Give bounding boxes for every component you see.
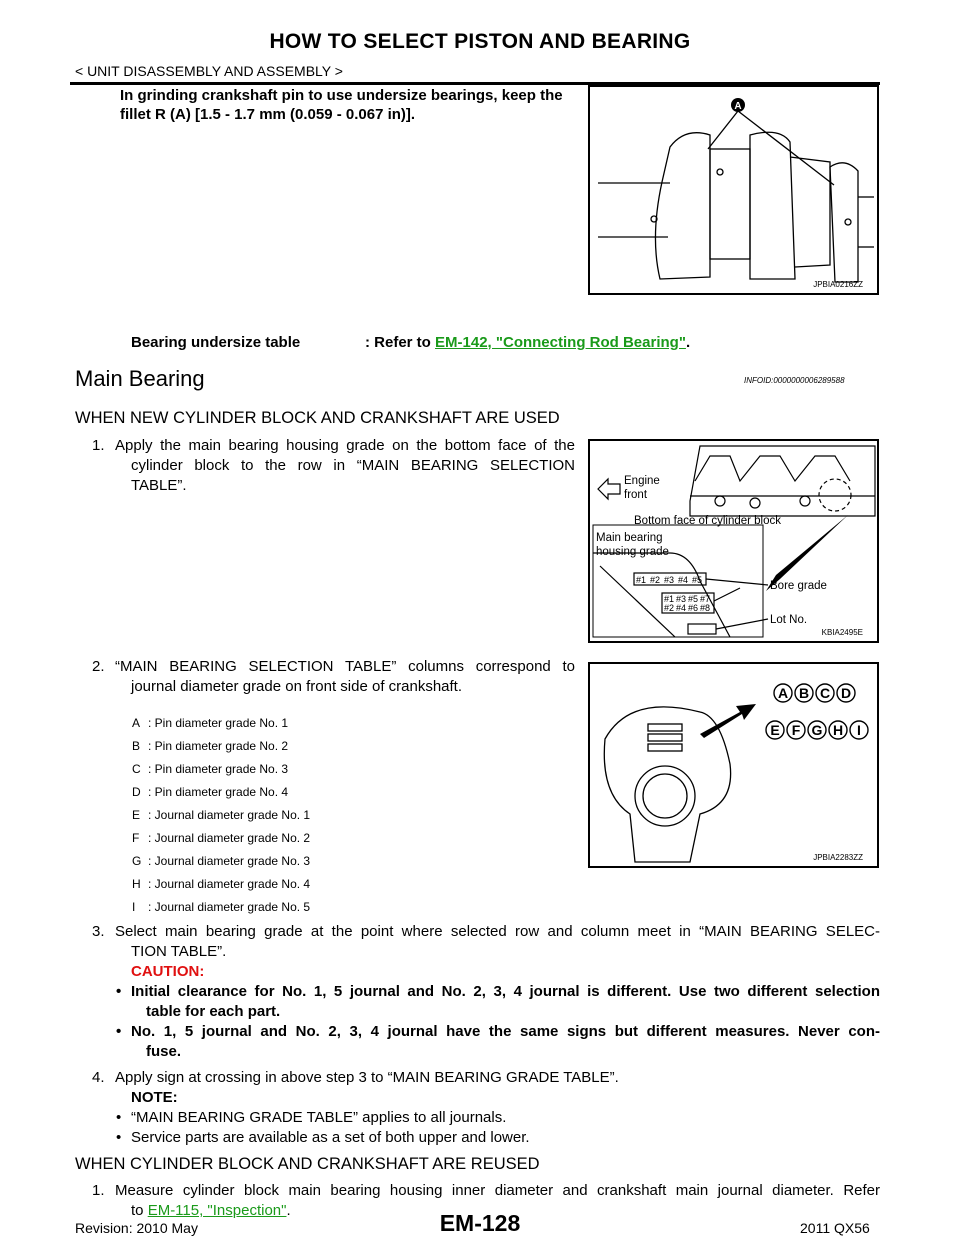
legend-text: : Pin diameter grade No. 3 [148,762,289,776]
legend-text: : Journal diameter grade No. 4 [148,877,311,891]
journal-grade-letter: G [811,722,823,738]
legend-text: : Journal diameter grade No. 5 [148,900,311,914]
housing-grade-4: #4 [678,575,689,585]
engine-front-label-1: Engine [624,475,660,487]
subsection-title-new: WHEN NEW CYLINDER BLOCK AND CRANKSHAFT ARE USED [75,409,560,427]
step1-line-1: Apply the main bearing housing grade on the bottom face of the [115,437,575,454]
intro-line-1: In grinding crankshaft pin to use undersize bearings, keep the [120,87,563,104]
pin-grade-letters [774,684,855,702]
housing-grade-5: #5 [692,575,703,585]
legend-text: : Pin diameter grade No. 1 [148,716,289,730]
page-subtitle: < UNIT DISASSEMBLY AND ASSEMBLY > [75,63,343,79]
figure-id: JPBIA0216ZZ [813,280,863,289]
journal-grade-letter: E [770,722,780,738]
undersize-refer-text: : Refer to [365,334,436,351]
housing-grade-label-1: Main bearing [596,532,663,544]
figure-id: KBIA2495E [821,628,863,637]
housing-grade-3: #3 [664,575,675,585]
bore-grade-4: #4 [676,603,687,613]
legend-row [132,762,288,776]
section-title: Main Bearing [75,366,205,391]
undersize-end: . [685,334,691,351]
caution-label: CAUTION: [131,963,205,980]
housing-grade-2: #2 [650,575,661,585]
undersize-label: Bearing undersize table [131,334,301,351]
bore-grade-1: #1 [664,594,675,604]
crankshaft-drawing [590,87,877,293]
caution-bullet-2a: No. 1, 5 journal and No. 2, 3, 4 journal have the same signs but different measures. Never con- [131,1023,880,1040]
cylinder-block-figure [588,439,879,643]
step2-line-2: journal diameter grade on front side of crankshaft. [131,678,463,695]
legend-text: : Journal diameter grade No. 2 [148,831,311,845]
page-title: HOW TO SELECT PISTON AND BEARING [269,30,691,53]
legend-row [132,877,310,891]
bore-grade-5: #5 [688,594,699,604]
legend-key: E [132,808,141,822]
journal-grade-letters [766,721,868,739]
step3-line-1: Select main bearing grade at the point where selected row and column meet in “MAIN BEARING SELEC- [115,923,880,940]
legend-key: D [132,785,141,799]
pin-grade-letter: D [840,685,852,701]
legend-row [132,831,310,845]
legend-row [132,739,288,753]
reused-step1-prefix: to [131,1202,148,1219]
cylinder-block-drawing [590,441,877,641]
bore-grade-3: #3 [676,594,687,604]
callout-a: A [734,101,742,112]
step2-number: 2. [92,658,105,675]
bore-grade-8: #8 [700,603,711,613]
bottom-face-label: Bottom face of cylinder block [634,515,782,527]
legend-key: C [132,762,141,776]
step3-line-2: TION TABLE”. [131,943,227,960]
lot-no-label: Lot No. [770,614,808,626]
step4-line-1: Apply sign at crossing in above step 3 to “MAIN BEARING GRADE TABLE”. [115,1069,619,1086]
housing-grade-1: #1 [636,575,647,585]
legend-key: G [132,854,142,868]
crankshaft-front-figure [588,662,879,868]
reused-step1-number: 1. [92,1182,105,1199]
bullet-icon: • [116,1129,122,1146]
reused-step1-line-1: Measure cylinder block main bearing housing inner diameter and crankshaft main journal diameter. Refer [115,1182,880,1199]
step1-number: 1. [92,437,105,454]
journal-grade-letter: F [791,722,801,738]
caution-bullet-1b: table for each part. [146,1003,281,1020]
footer-revision: Revision: 2010 May [75,1220,198,1236]
reused-step1-end: . [286,1202,291,1219]
journal-grade-letter: I [857,722,861,738]
legend-key: H [132,877,141,891]
pin-grade-letter: A [777,685,789,701]
step3-number: 3. [92,923,105,940]
legend-text: : Pin diameter grade No. 2 [148,739,289,753]
legend-key: F [132,831,140,845]
legend-key: I [132,900,136,914]
legend-text: : Journal diameter grade No. 3 [148,854,311,868]
step1-line-2: cylinder block to the row in “MAIN BEARING SELECTION [131,457,575,474]
bore-grade-2: #2 [664,603,675,613]
bore-grade-label: Bore grade [770,580,827,592]
caution-bullet-2b: fuse. [146,1043,182,1060]
crankshaft-front-drawing [590,664,877,866]
bullet-icon: • [116,1023,122,1040]
inspection-link[interactable]: EM-115, "Inspection" [147,1202,287,1219]
footer-page-number: EM-128 [439,1210,521,1236]
subsection-title-reused: WHEN CYLINDER BLOCK AND CRANKSHAFT ARE REUSED [75,1155,540,1173]
journal-grade-letter: H [832,722,844,738]
legend-key: A [132,716,141,730]
footer-model: 2011 QX56 [800,1220,870,1236]
undersize-reference [365,333,690,353]
intro-line-2: fillet R (A) [1.5 - 1.7 mm (0.059 - 0.067 in)]. [120,106,416,123]
legend-row [132,808,310,822]
housing-grade-label-2: housing grade [596,546,669,558]
pin-grade-letter: C [819,685,831,701]
note-bullet-1: “MAIN BEARING GRADE TABLE” applies to all journals. [131,1109,507,1126]
bullet-icon: • [116,983,122,1000]
legend-row [132,854,310,868]
legend-text: : Pin diameter grade No. 4 [148,785,289,799]
bore-grade-7: #7 [700,594,711,604]
note-label: NOTE: [131,1089,178,1106]
step4-number: 4. [92,1069,105,1086]
legend-row [132,900,310,914]
figure-id: JPBIA2283ZZ [813,853,863,862]
engine-front-label-2: front [624,489,648,501]
caution-bullet-1a: Initial clearance for No. 1, 5 journal and No. 2, 3, 4 journal is different. Use two different selection [131,983,880,1000]
step2-line-1: “MAIN BEARING SELECTION TABLE” columns correspond to [115,658,575,675]
legend-row [132,716,288,730]
bore-grade-6: #6 [688,603,699,613]
crankshaft-figure [588,85,879,295]
legend-key: B [132,739,141,753]
undersize-link[interactable]: EM-142, "Connecting Rod Bearing" [435,334,686,351]
bullet-icon: • [116,1109,122,1126]
pin-grade-letter: B [798,685,810,701]
legend-row [132,785,288,799]
legend-text: : Journal diameter grade No. 1 [148,808,311,822]
step1-line-3: TABLE”. [131,477,187,494]
info-id: INFOID:0000000006289588 [744,376,845,385]
note-bullet-2: Service parts are available as a set of both upper and lower. [131,1129,530,1146]
